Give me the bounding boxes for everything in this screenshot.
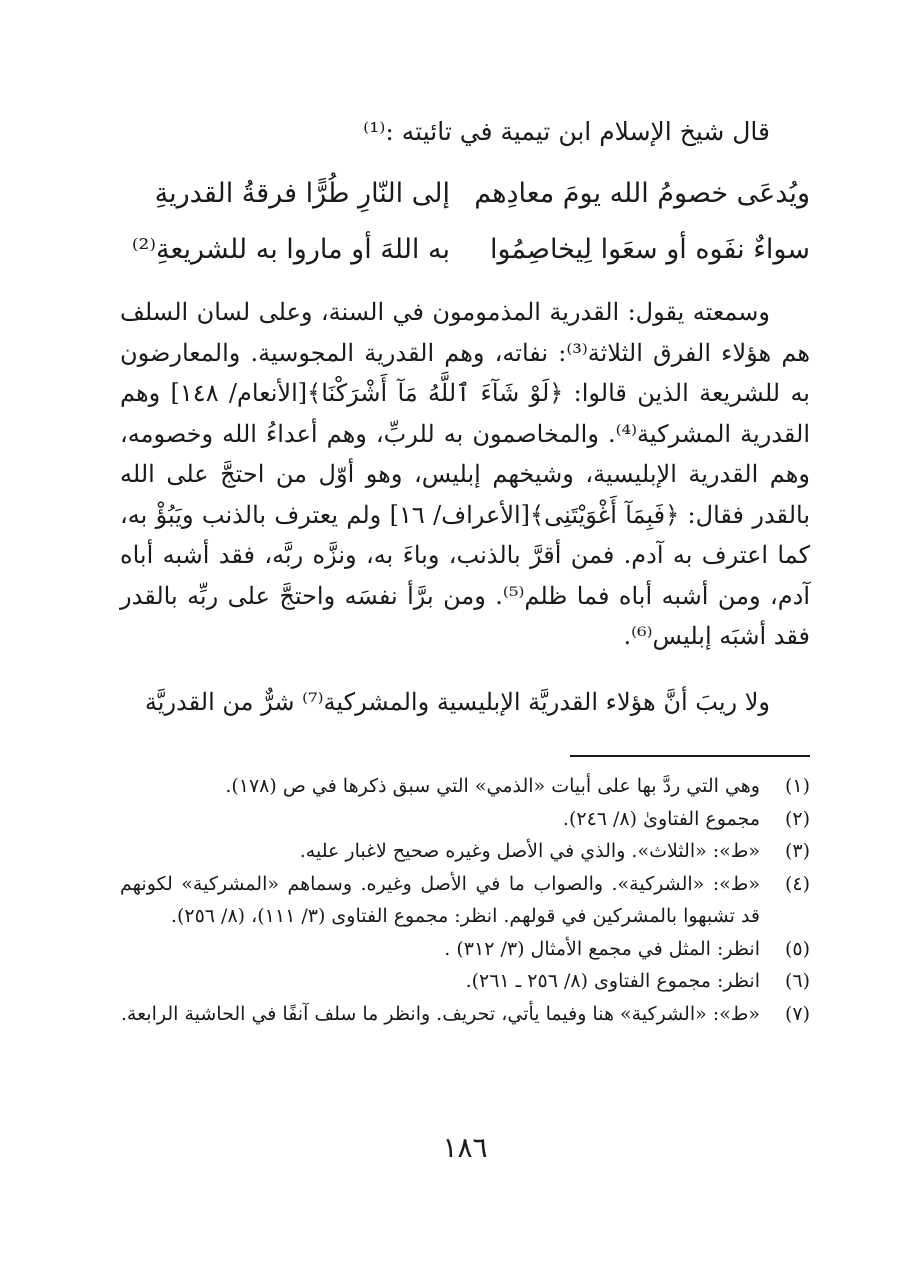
footnote-number: (٤) [784,872,810,895]
poem-verse [120,228,810,272]
footnote [120,803,810,836]
footnote [120,933,810,966]
footnote-number: (٦) [784,970,810,992]
verse-second-hemistich: إلى النّارِ طُرًّا فرقةُ القدريةِ [154,178,450,209]
footnote [120,835,810,868]
footnote-number: (١) [784,775,810,797]
footnote-number: (٣) [784,840,810,862]
footnote-number: (٧) [784,1002,810,1025]
footnote-text: انظر: مجموع الفتاوى (٨/ ٢٥٦ ـ ٢٦١). [465,970,760,992]
page-number: ١٨٦ [442,1131,488,1164]
footnote-text: «ط»: «الشركية». والصواب ما في الأصل وغيره. وسماهم «المشركية» لكونهم قد تشبهوا بالمشركين في قولهم. انظر: مجموع الفتاوى (٣/ ١١١)، (٨/ ٢٥٦). [120,872,760,927]
footnote-text: وهي التي ردَّ بها على أبيات «الذمي» التي سبق ذكرها في ص (١٧٨). [225,775,760,797]
book-page [120,0,810,1271]
footnote-separator [570,755,810,757]
footnote-number: (٥) [784,937,810,960]
verse-second-hemistich: به اللهَ أو ماروا به للشريعةِ⁽²⁾ [131,234,450,265]
body-paragraph: ولا ريبَ أنَّ هؤلاء القدريَّة الإبليسية والمشركية⁽⁷⁾ شرٌّ من القدريَّة [144,688,770,716]
footnote-text: «ط»: «الثلاث». والذي في الأصل وغيره صحيح لاغبار عليه. [299,840,760,862]
footnote [120,770,810,803]
footnote [120,998,810,1031]
footnote [120,965,810,998]
footnote [120,868,810,933]
footnotes-section [120,770,810,1030]
footnote-text: انظر: المثل في مجمع الأمثال (٣/ ٣١٢) . [444,937,760,960]
body-paragraph: وسمعته يقول: القدرية المذمومون في السنة، وعلى لسان السلف هم هؤلاء الفرق الثلاثة⁽³⁾: نفاته، وهم القدرية المجوسية. والمعارضون به للشريعة الذين قالوا: ﴿لَوْ شَآءَ ٱللَّهُ مَآ أَشْرَكْنَا﴾[الأنعام/ ١٤٨] وهم القدرية المشركية⁽⁴⁾. والمخاصمون به للربِّ، وهم أعداءُ الله وخصومه، وهم القدرية الإبليسية، وشيخهم إبليس، وهو أوّل من احتجَّ على الله بالقدر فقال: ﴿فَبِمَآ أَغْوَيْتَنِى﴾[الأعراف/ ١٦] ولم يعترف بالذنب ويَبُؤْ به، كما اعترف به آدم. فمن أقرَّ بالذنب، وباءَ به، ونزَّه ربَّه، فقد أشبه أباه آدم، ومن أشبه أباه فما ظلم⁽⁵⁾. ومن برَّأ نفسَه واحتجَّ على ربِّه بالقدر فقد أشبَه إبليس⁽⁶⁾. [120,298,811,650]
poem-verse [120,172,810,216]
footnote-text: مجموع الفتاوىٰ (٨/ ٢٤٦). [562,807,760,830]
verse-first-hemistich: ويُدعَى خصومُ الله يومَ معادِهم [474,178,810,209]
footnote-text: «ط»: «الشركية» هنا وفيما يأتي، تحريف. وانظر ما سلف آنفًا في الحاشية الرابعة. [120,1002,760,1025]
verse-first-hemistich: سواءٌ نفَوه أو سعَوا لِيخاصِمُوا [489,234,810,265]
footnote-number: (٢) [784,807,810,830]
poem-introduction: قال شيخ الإسلام ابن تيمية في تائيته :⁽¹⁾ [363,117,770,146]
